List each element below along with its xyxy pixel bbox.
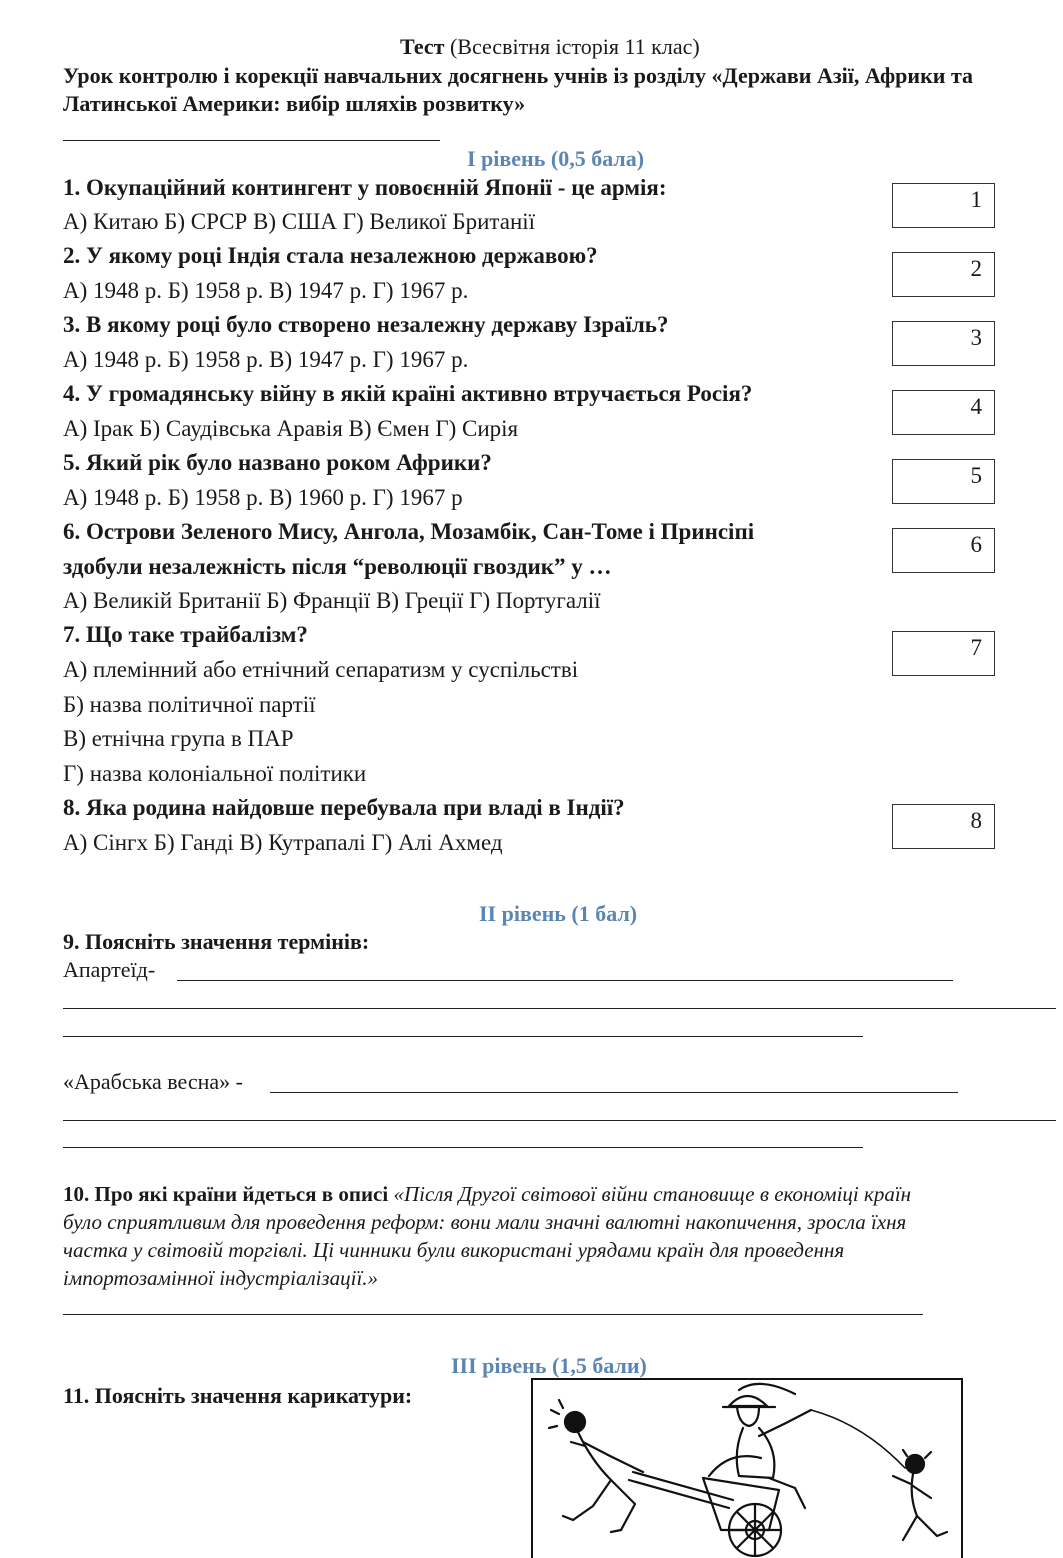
answer-7-c: В) етнічна група в ПАР	[63, 726, 294, 751]
question-6-line-2: здобули незалежність після “революції гвоздик” у …	[63, 554, 612, 579]
question-1: 1. Окупаційний контингент у повоєнній Японії - це армія:	[63, 175, 667, 200]
answer-box-4[interactable]	[892, 390, 995, 435]
subtitle-line-1: Урок контролю і корекції навчальних досягнень учнів із розділу «Держави Азії, Африки та	[63, 63, 974, 88]
question-10-quote-1: «Після Другої світової війни становище в економіці країн	[393, 1182, 912, 1206]
answer-box-2-number: 2	[970, 256, 982, 281]
answers-8: А) Сінгх Б) Ганді В) Кутрапалі Г) Алі Ахмед	[63, 830, 503, 855]
answers-6: А) Великій Британії Б) Франції В) Греції Г) Португалії	[63, 588, 601, 613]
name-line	[63, 140, 440, 141]
answer-line-arab-spring-3[interactable]	[63, 1147, 863, 1148]
answer-box-6-number: 6	[970, 532, 982, 557]
answer-box-2[interactable]	[892, 252, 995, 297]
answer-box-7[interactable]	[892, 631, 995, 676]
answer-line-arab-spring-2[interactable]	[63, 1120, 1056, 1121]
answers-1: А) Китаю Б) СРСР В) США Г) Великої Британії	[63, 209, 536, 234]
question-10-line-4: імпортозамінної індустріалізації.»	[63, 1266, 379, 1290]
subtitle-line-2: Латинської Америки: вибір шляхів розвитку»	[63, 91, 526, 116]
answer-line-apartheid-2[interactable]	[63, 1008, 1056, 1009]
answer-box-1-number: 1	[970, 187, 982, 212]
question-9: 9. Поясніть значення термінів:	[63, 929, 370, 954]
question-7: 7. Що таке трайбалізм?	[63, 622, 308, 647]
answer-box-6[interactable]	[892, 528, 995, 573]
answer-line-apartheid-3[interactable]	[63, 1036, 863, 1037]
question-10-line-2: було сприятливим для проведення реформ: вони мали значні валютні накопичення, зросла їхня	[63, 1210, 907, 1234]
answer-box-8[interactable]	[892, 804, 995, 849]
question-3: 3. В якому році було створено незалежну державу Ізраїль?	[63, 312, 669, 337]
caricature-drawing	[533, 1380, 963, 1558]
answer-7-d: Г) назва колоніальної політики	[63, 761, 367, 786]
test-title-rest: (Всесвітня історія 11 клас)	[444, 34, 700, 59]
question-2: 2. У якому році Індія стала незалежною державою?	[63, 243, 598, 268]
answer-box-3[interactable]	[892, 321, 995, 366]
answer-7-a: А) племінний або етнічний сепаратизм у суспільстві	[63, 657, 579, 682]
question-10-line-1	[63, 1180, 911, 1208]
level-3-title: ІІІ рівень (1,5 бали)	[451, 1353, 647, 1378]
colonial-caricature-image	[531, 1378, 963, 1558]
question-10-bold: 10. Про які країни йдеться в описі	[63, 1182, 394, 1206]
answers-3: А) 1948 р. Б) 1958 р. В) 1947 р. Г) 1967 р.	[63, 347, 469, 372]
term-apartheid: Апартеїд-	[63, 957, 156, 982]
question-11: 11. Поясніть значення карикатури:	[63, 1383, 413, 1408]
answer-box-7-number: 7	[970, 635, 982, 660]
answer-box-1[interactable]	[892, 183, 995, 228]
answers-5: А) 1948 р. Б) 1958 р. В) 1960 р. Г) 1967 р	[63, 485, 463, 510]
level-2-title: ІІ рівень (1 бал)	[479, 901, 638, 926]
answers-2: А) 1948 р. Б) 1958 р. В) 1947 р. Г) 1967 р.	[63, 278, 469, 303]
question-10-line-3: частка у світовій торгівлі. Ці чинники були використані урядами країн для проведення	[63, 1238, 845, 1262]
question-4: 4. У громадянську війну в якій країні активно втручається Росія?	[63, 381, 753, 406]
answer-box-4-number: 4	[970, 394, 982, 419]
answers-4: А) Ірак Б) Саудівська Аравія В) Ємен Г) Сирія	[63, 416, 519, 441]
question-8: 8. Яка родина найдовше перебувала при владі в Індії?	[63, 795, 625, 820]
answer-box-5[interactable]	[892, 459, 995, 504]
answer-7-b: Б) назва політичної партії	[63, 692, 316, 717]
answer-box-5-number: 5	[970, 463, 982, 488]
question-5: 5. Який рік було названо роком Африки?	[63, 450, 492, 475]
answer-line-10[interactable]	[63, 1314, 923, 1315]
question-6: 6. Острови Зеленого Мису, Ангола, Мозамбік, Сан-Томе і Принсіпі	[63, 519, 755, 544]
test-title-bold: Тест	[400, 34, 445, 59]
term-arab-spring: «Арабська весна» -	[63, 1069, 243, 1094]
level-1-title: І рівень (0,5 бала)	[467, 146, 645, 171]
answer-line-arab-spring-1[interactable]	[270, 1092, 958, 1093]
answer-line-apartheid-1[interactable]	[177, 980, 953, 981]
test-title	[400, 33, 700, 61]
answer-box-3-number: 3	[970, 325, 982, 350]
answer-box-8-number: 8	[970, 808, 982, 833]
